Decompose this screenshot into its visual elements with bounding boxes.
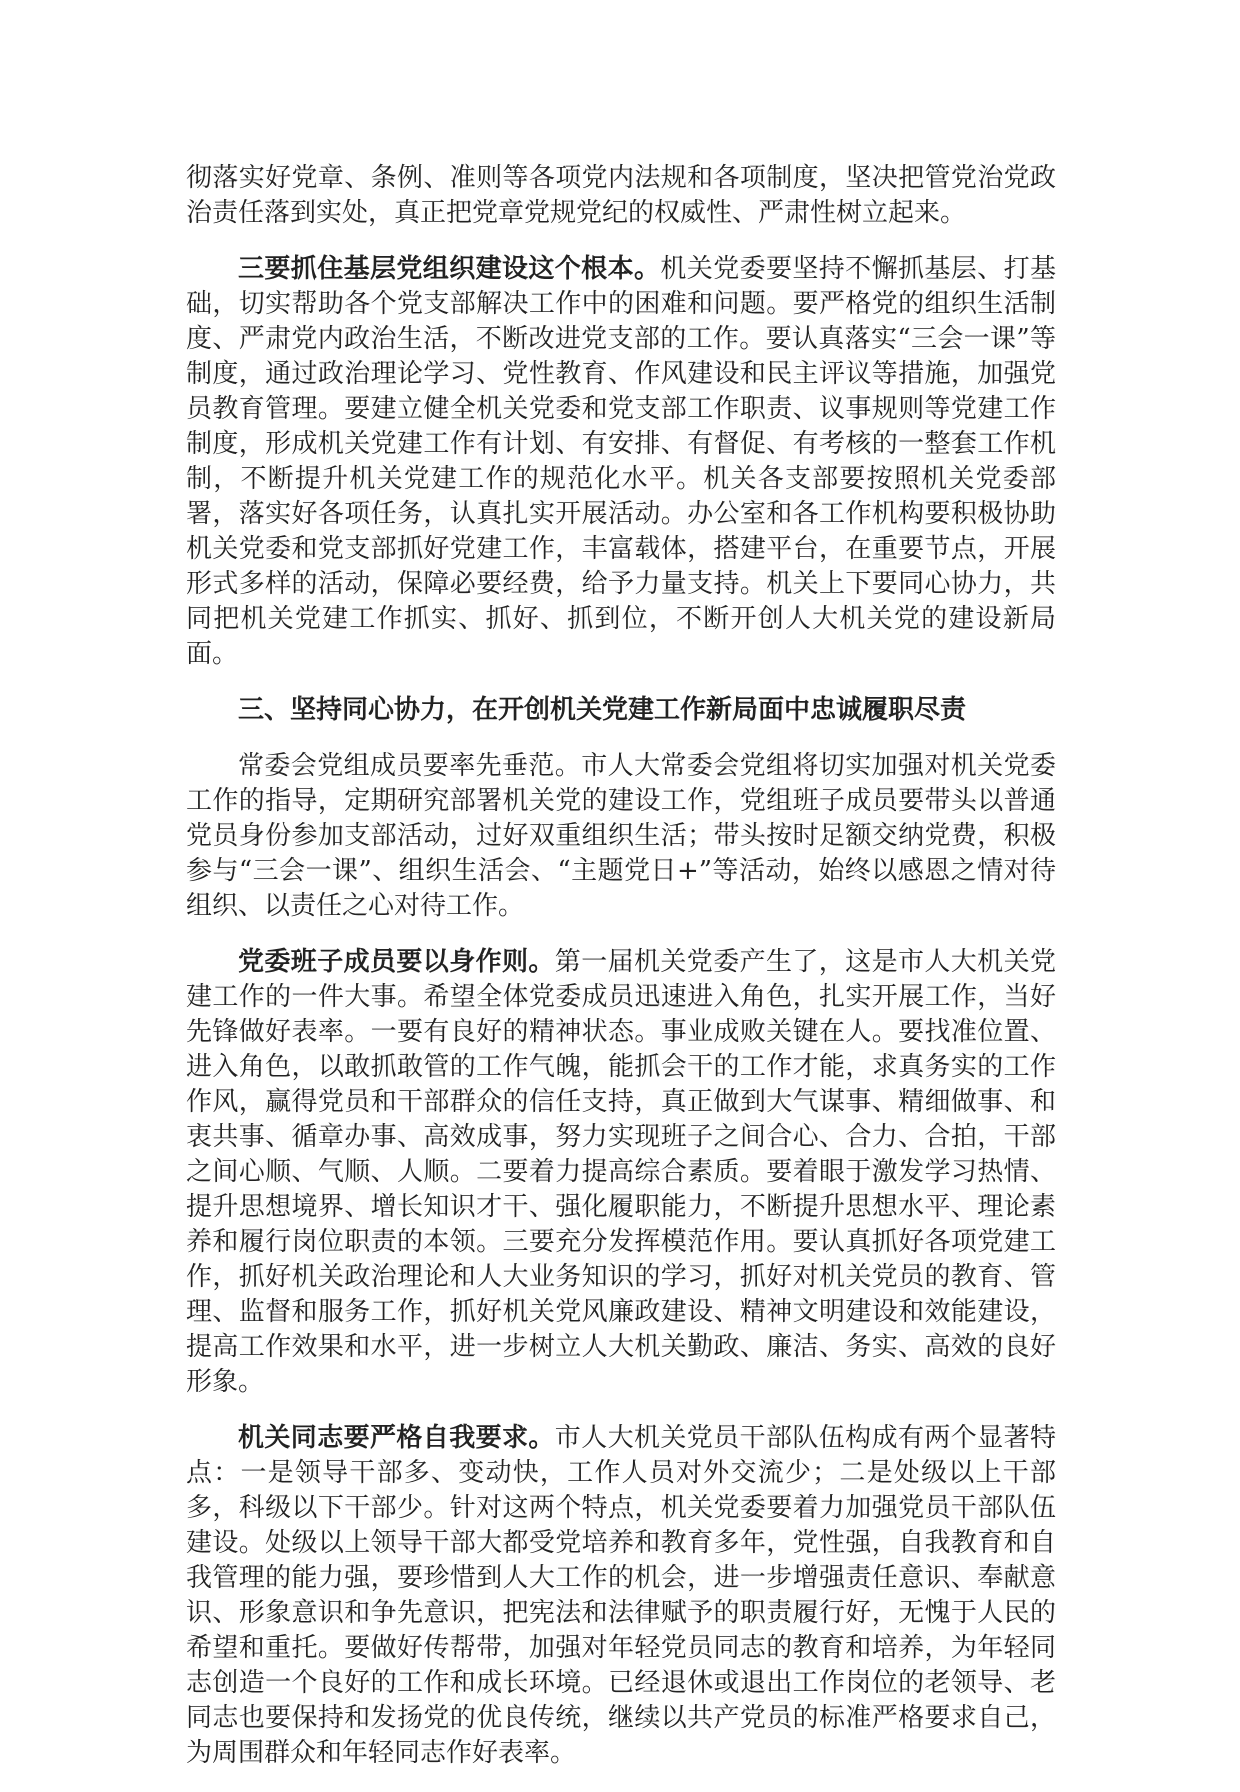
paragraph-lead: 三要抓住基层党组织建设这个根本。 bbox=[238, 254, 661, 284]
paragraph-text: 彻落实好党章、条例、准则等各项党内法规和各项制度，坚决把管党治党政治责任落到实处，真正把党章党规党纪的权威性、严肃性树立起来。 bbox=[186, 163, 1056, 228]
paragraph-text: 第一届机关党委产生了，这是市人大机关党建工作的一件大事。希望全体党委成员迅速进入角色，扎实开展工作，当好先锋做好表率。一要有良好的精神状态。事业成败关键在人。要找准位置、进入角色，以敢抓敢管的工作气魄，能抓会干的工作才能，求真务实的工作作风，赢得党员和干部群众的信任支持，真正做到大气谋事、精细做事、和衷共事、循章办事、高效成事，努力实现班子之间合心、合力、合拍，干部之间心顺、气顺、人顺。二要着力提高综合素质。要着眼于激发学习热情、提升思想境界、增长知识才干、强化履职能力，不断提升思想水平、理论素养和履行岗位职责的本领。三要充分发挥模范作用。要认真抓好各项党建工作，抓好机关政治理论和人大业务知识的学习，抓好对机关党员的教育、管理、监督和服务工作，抓好机关党风廉政建设、精神文明建设和效能建设，提高工作效果和水平，进一步树立人大机关勤政、廉洁、务实、高效的良好形象。 bbox=[186, 947, 1056, 1397]
paragraph-continuation bbox=[186, 161, 1056, 231]
paragraph-text: 机关党委要坚持不懈抓基层、打基础，切实帮助各个党支部解决工作中的困难和问题。要严格党的组织生活制度、严肃党内政治生活，不断改进党支部的工作。要认真落实“三会一课”等制度，通过政治理论学习、党性教育、作风建设和民主评议等措施，加强党员教育管理。要建立健全机关党委和党支部工作职责、议事规则等党建工作制度，形成机关党建工作有计划、有安排、有督促、有考核的一整套工作机制，不断提升机关党建工作的规范化水平。机关各支部要按照机关党委部署，落实好各项任务，认真扎实开展活动。办公室和各工作机构要积极协助机关党委和党支部抓好党建工作，丰富载体，搭建平台，在重要节点，开展形式多样的活动，保障必要经费，给予力量支持。机关上下要同心协力，共同把机关党建工作抓实、抓好、抓到位，不断开创人大机关党的建设新局面。 bbox=[186, 254, 1056, 669]
document-body bbox=[186, 161, 1056, 1792]
paragraph-lead: 机关同志要严格自我要求。 bbox=[238, 1423, 555, 1453]
paragraph-text: 常委会党组成员要率先垂范。市人大常委会党组将切实加强对机关党委工作的指导，定期研究部署机关党的建设工作，党组班子成员要带头以普通党员身份参加支部活动，过好双重组织生活；带头按时足额交纳党费，积极参与“三会一课”、组织生活会、“主题党日+”等活动，始终以感恩之情对待组织、以责任之心对待工作。 bbox=[186, 751, 1056, 921]
paragraph-lead: 党委班子成员要以身作则。 bbox=[238, 947, 555, 977]
paragraph-party-committee-members bbox=[186, 945, 1056, 1400]
paragraph-standing-committee bbox=[186, 749, 1056, 924]
paragraph-grassroots-organization bbox=[186, 252, 1056, 672]
section-heading: 三、坚持同心协力，在开创机关党建工作新局面中忠诚履职尽责 bbox=[238, 695, 967, 725]
paragraph-text: 市人大机关党员干部队伍构成有两个显著特点：一是领导干部多、变动快，工作人员对外交流少；二是处级以上干部多，科级以下干部少。针对这两个特点，机关党委要着力加强党员干部队伍建设。处级以上领导干部大都受党培养和教育多年，党性强，自我教育和自我管理的能力强，要珍惜到人大工作的机会，进一步增强责任意识、奉献意识、形象意识和争先意识，把宪法和法律赋予的职责履行好，无愧于人民的希望和重托。要做好传帮带，加强对年轻党员同志的教育和培养，为年轻同志创造一个良好的工作和成长环境。已经退休或退出工作岗位的老领导、老同志也要保持和发扬党的优良传统，继续以共产党员的标准严格要求自己，为周围群众和年轻同志作好表率。 bbox=[186, 1423, 1056, 1768]
paragraph-organ-comrades bbox=[186, 1421, 1056, 1771]
